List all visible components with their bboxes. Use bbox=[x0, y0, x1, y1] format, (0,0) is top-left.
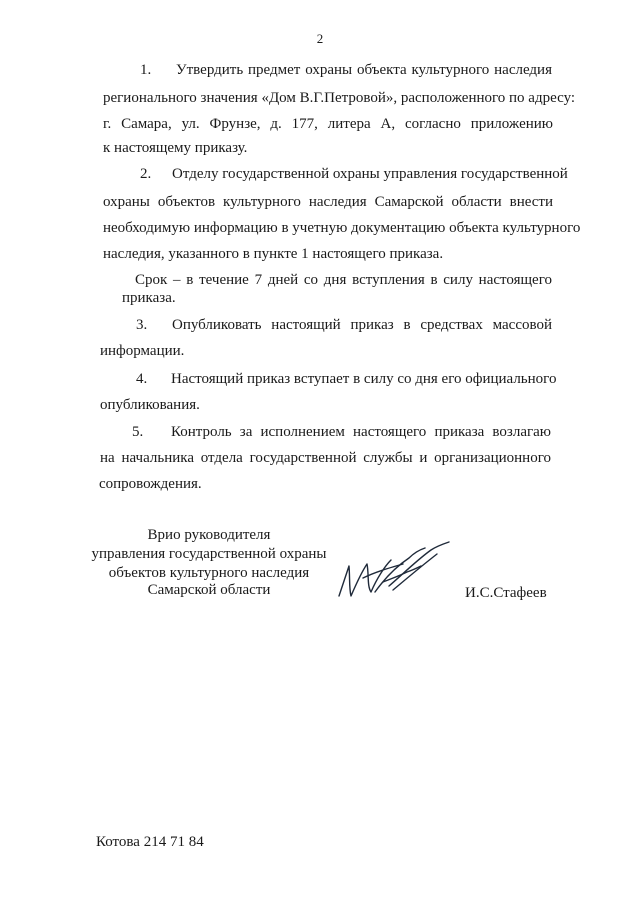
handwritten-signature bbox=[333, 538, 453, 608]
paragraph-1-number: 1. bbox=[140, 62, 152, 78]
paragraph-2-line-2: охраны объектов культурного наследия Самарской области внести bbox=[103, 194, 553, 210]
paragraph-2-line-1: Отделу государственной охраны управления государственной bbox=[172, 166, 568, 182]
signatory-title-line-2: управления государственной охраны bbox=[91, 546, 327, 562]
paragraph-1-line-3: г. Самара, ул. Фрунзе, д. 177, литера А, согласно приложению bbox=[103, 116, 553, 132]
page-number: 2 bbox=[316, 31, 324, 46]
paragraph-5-line-3: сопровождения. bbox=[99, 476, 202, 492]
paragraph-2-line-3: необходимую информацию в учетную документацию объекта культурного bbox=[103, 220, 581, 236]
paragraph-3-line-1: Опубликовать настоящий приказ в средствах массовой bbox=[172, 317, 552, 333]
paragraph-5-line-2: на начальника отдела государственной службы и организационного bbox=[100, 450, 551, 466]
paragraph-4-line-1: Настоящий приказ вступает в силу со дня его официального bbox=[171, 371, 557, 387]
paragraph-4-number: 4. bbox=[136, 371, 148, 387]
paragraph-3-number: 3. bbox=[136, 317, 148, 333]
deadline-line-2: приказа. bbox=[122, 290, 176, 306]
paragraph-4-line-2: опубликования. bbox=[100, 397, 200, 413]
paragraph-2-line-4: наследия, указанного в пункте 1 настоящего приказа. bbox=[103, 246, 444, 262]
signatory-name: И.С.Стафеев bbox=[465, 585, 547, 601]
paragraph-1-line-1: Утвердить предмет охраны объекта культурного наследия bbox=[176, 62, 552, 78]
paragraph-1-line-4: к настоящему приказу. bbox=[103, 140, 248, 156]
paragraph-3-line-2: информации. bbox=[100, 343, 185, 359]
signatory-title-line-3: объектов культурного наследия bbox=[108, 565, 310, 581]
paragraph-2-number: 2. bbox=[140, 166, 152, 182]
paragraph-1-line-2: регионального значения «Дом В.Г.Петровой», расположенного по адресу: bbox=[103, 90, 576, 106]
paragraph-5-line-1: Контроль за исполнением настоящего приказа возлагаю bbox=[171, 424, 551, 440]
contact-line: Котова 214 71 84 bbox=[96, 834, 204, 850]
signatory-title-line-4: Самарской области bbox=[147, 582, 271, 598]
deadline-line-1: Срок – в течение 7 дней со дня вступления в силу настоящего bbox=[135, 272, 552, 288]
paragraph-5-number: 5. bbox=[132, 424, 144, 440]
signatory-title-line-1: Врио руководителя bbox=[147, 527, 271, 543]
